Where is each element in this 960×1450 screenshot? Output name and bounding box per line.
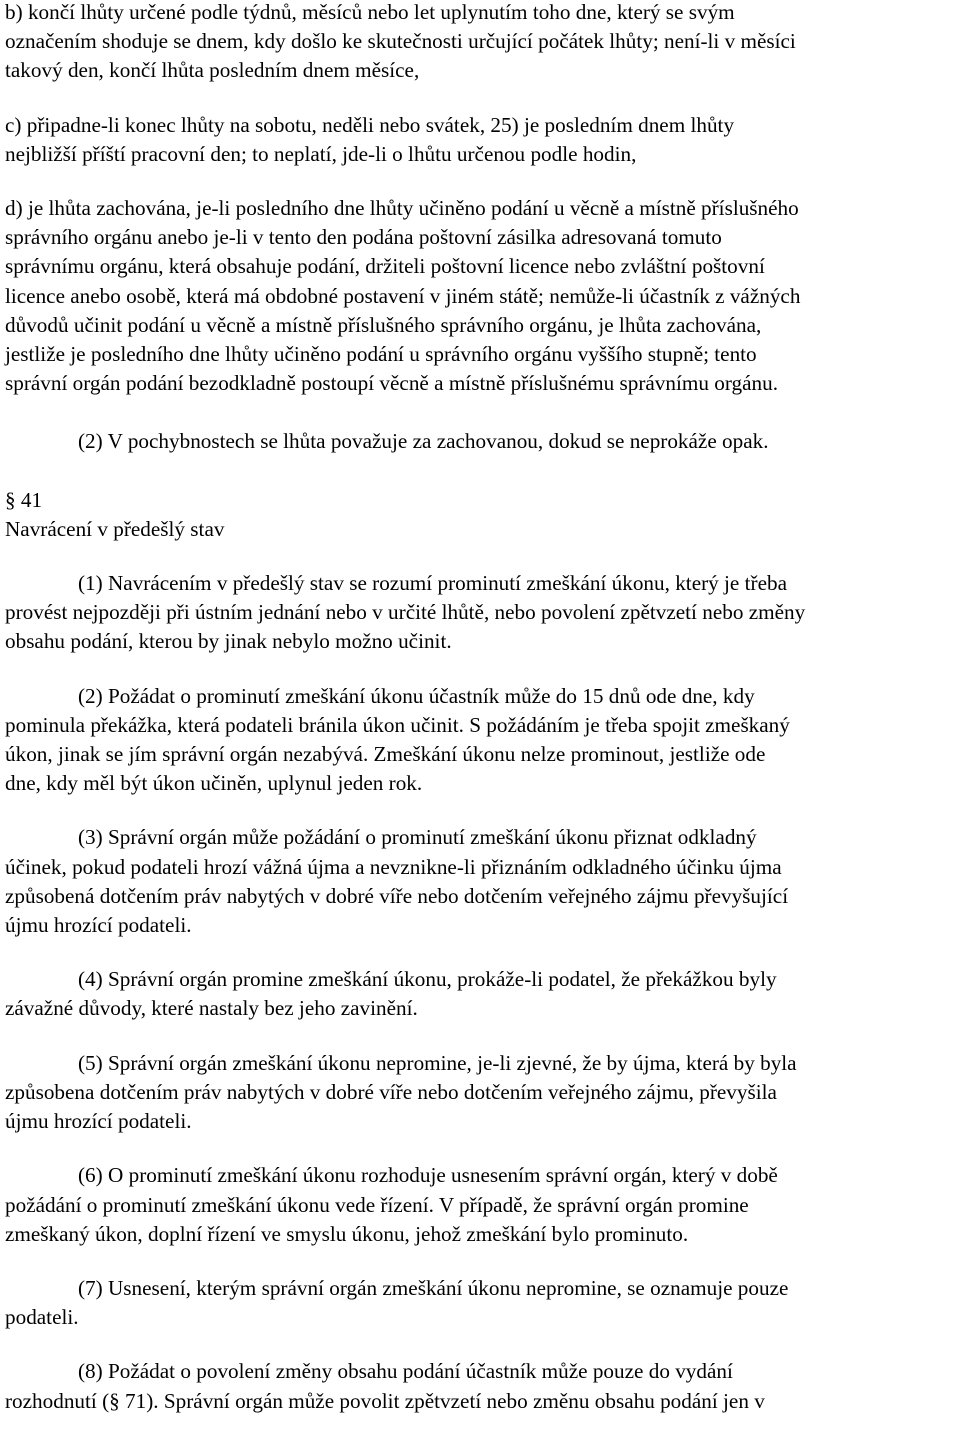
text-line: (4) Správní orgán promine zmeškání úkonu, prokáže-li podatel, že překážkou byly (78, 967, 777, 992)
section-number-value: 41 (20, 487, 43, 512)
text-line: pominula překážka, která podateli bránila úkon učinit. S požádáním je třeba spojit zmeškaný (5, 712, 790, 737)
text-line: (1) Navrácením v předešlý stav se rozumí prominutí zmeškání úkonu, který je třeba (78, 571, 787, 596)
document-page (5, 0, 955, 1416)
paragraph (5, 1161, 955, 1249)
text-line: (7) Usnesení, kterým správní orgán zmeškání úkonu nepromine, se oznamuje pouze (78, 1275, 789, 1300)
text-line: jestliže je posledního dne lhůty učiněno podání u správního orgánu vyššího stupně; tento (5, 342, 757, 367)
text-line: d) je lhůta zachována, je-li posledního dne lhůty učiněno podání u věcně a místně příslušného (5, 196, 799, 221)
paragraph (5, 1274, 955, 1332)
text-line: účinek, pokud podateli hrozí vážná újma a nevznikne-li přiznáním odkladného účinku újma (5, 854, 782, 879)
text-line: zmeškaný úkon, doplní řízení ve smyslu úkonu, jehož zmeškání bylo prominuto. (5, 1221, 689, 1246)
paragraph-2-text: (2) V pochybnostech se lhůta považuje za zachovanou, dokud se neprokáže opak. (78, 429, 769, 454)
text-line: provést nejpozději při ústním jednání nebo v určité lhůtě, nebo povolení zpětvzetí nebo změny (5, 600, 806, 625)
paragraph (5, 1049, 955, 1137)
item-d (5, 194, 955, 398)
text-line: újmu hrozící podateli. (5, 1109, 192, 1134)
text-line: podateli. (5, 1305, 79, 1330)
text-line: rozhodnutí (§ 71). Správní orgán může povolit zpětvzetí nebo změnu obsahu podání jen v (5, 1388, 765, 1413)
paragraph (5, 965, 955, 1023)
item-c (5, 111, 955, 169)
text-line: újmu hrozící podateli. (5, 913, 192, 938)
text-line: označením shoduje se dnem, kdy došlo ke skutečnosti určující počátek lhůty; není-li v měsíci (5, 29, 796, 54)
text-line: obsahu podání, kterou by jinak nebylo možno učinit. (5, 629, 452, 654)
section-symbol: § (5, 487, 16, 512)
text-line: závažné důvody, které nastaly bez jeho zavinění. (5, 996, 418, 1021)
paragraph (5, 682, 955, 799)
text-line: dne, kdy měl být úkon učiněn, uplynul jeden rok. (5, 771, 423, 796)
paragraph (5, 823, 955, 940)
text-line: (5) Správní orgán zmeškání úkonu nepromine, je-li zjevné, že by újma, která by byla (78, 1050, 797, 1075)
text-line: způsobená dotčením práv nabytých v dobré víře nebo dotčením veřejného zájmu převyšující (5, 883, 789, 908)
text-line: licence anebo osobě, která má obdobné postavení v jiném státě; nemůže-li účastník z vážných (5, 283, 801, 308)
paragraph-2 (5, 427, 955, 456)
text-line: způsobena dotčením práv nabytých v dobré víře nebo dotčením veřejného zájmu, převyšila (5, 1079, 777, 1104)
text-line: správního orgánu anebo je-li v tento den podána poštovní zásilka adresovaná tomuto (5, 225, 722, 250)
text-line: úkon, jinak se jím správní orgán nezabývá. Zmeškání úkonu nelze prominout, jestliže ode (5, 742, 766, 767)
text-line: důvodů učinit podání u věcně a místně příslušného správního orgánu, je lhůta zachována, (5, 312, 762, 337)
text-line: (2) Požádat o prominutí zmeškání úkonu účastník může do 15 dnů ode dne, kdy (78, 683, 755, 708)
text-line: (6) O prominutí zmeškání úkonu rozhoduje usnesením správní orgán, který v době (78, 1163, 778, 1188)
text-line: nejbližší příští pracovní den; to neplatí, jde-li o lhůtu určenou podle hodin, (5, 141, 637, 166)
paragraph (5, 1357, 955, 1415)
text-line: správnímu orgánu, která obsahuje podání, držiteli poštovní licence nebo zvláštní poštovní (5, 254, 765, 279)
section-title: Navrácení v předešlý stav (5, 516, 225, 541)
text-line: správní orgán podání bezodkladně postoupí věcně a místně příslušnému správnímu orgánu. (5, 371, 778, 396)
item-b (5, 0, 955, 86)
text-line: (8) Požádat o povolení změny obsahu podání účastník může pouze do vydání (78, 1359, 733, 1384)
text-line: c) připadne-li konec lhůty na sobotu, neděli nebo svátek, 25) je posledním dnem lhůty (5, 112, 735, 137)
text-line: požádání o prominutí zmeškání úkonu vede řízení. V případě, že správní orgán promine (5, 1192, 749, 1217)
text-line: b) končí lhůty určené podle týdnů, měsíců nebo let uplynutím toho dne, který se svým (5, 0, 735, 24)
paragraph (5, 569, 955, 657)
text-line: (3) Správní orgán může požádání o prominutí zmeškání úkonu přiznat odkladný (78, 825, 757, 850)
text-line: takový den, končí lhůta posledním dnem měsíce, (5, 58, 420, 83)
text-line (5, 427, 955, 456)
section-number (5, 486, 955, 515)
